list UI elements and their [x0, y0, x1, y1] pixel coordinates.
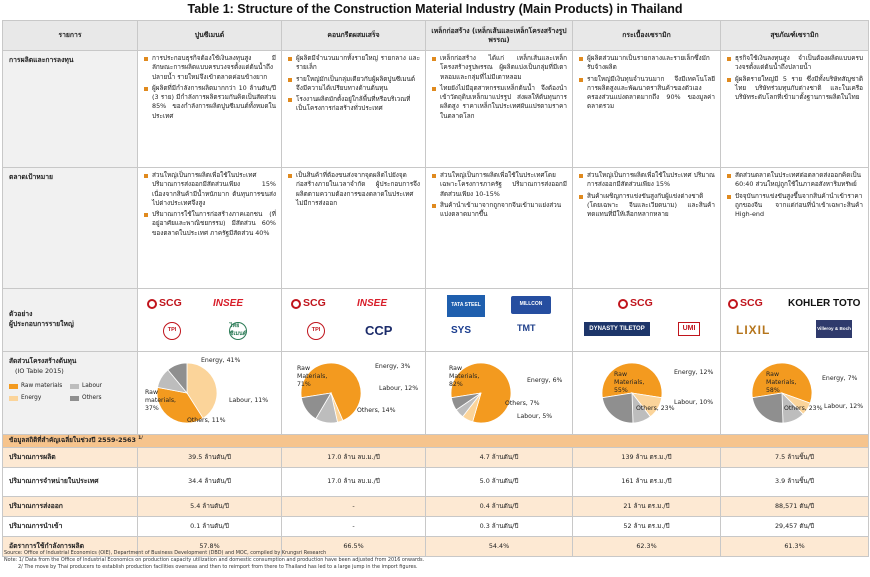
stat-value: 161 ล้าน ตร.ม./ปี: [573, 468, 721, 497]
bullet-list: [143, 171, 276, 238]
stat-value: 139 ล้าน ตร.ม./ปี: [573, 448, 721, 468]
cost-cement: [138, 352, 282, 435]
production-tiles: [573, 51, 721, 168]
header-sanitary: สุขภัณฑ์เซรามิก: [721, 21, 869, 51]
note-source: Source: Office of Industrial Economics (OIE), Department of Business Development (DBD) and MOC, compiled by Krungsri Research: [4, 550, 327, 556]
kohler-toto-logo: KOHLER TOTO: [788, 298, 861, 309]
logos-cement: [138, 289, 282, 352]
stat-row: [3, 497, 869, 517]
production-cement: [138, 51, 282, 168]
stat-row: [3, 517, 869, 537]
pie-chart: [578, 355, 716, 431]
bullet-item: ส่วนใหญ่เป็นการผลิตเพื่อใช้ในประเทศ ปริมาณการส่งออกมีสัดส่วนเพียง 15%: [578, 171, 715, 190]
ccp-logo: CCP: [365, 323, 393, 338]
bullet-list: [578, 171, 715, 219]
row-production: [3, 51, 869, 168]
cost-concrete: [282, 352, 426, 435]
pie-label: Raw Materials, 82%: [449, 365, 480, 388]
stat-value: 5.4 ล้านตัน/ปี: [138, 497, 282, 517]
bullet-item: ผู้ผลิตส่วนมากเป็นรายกลางและรายเล็กซึ่งมักรับจ้างผลิต: [578, 54, 715, 73]
scg-logo: SCG: [618, 296, 653, 311]
stat-label: ปริมาณการจำหน่ายในประเทศ: [3, 468, 138, 497]
umi-logo: UMI: [678, 322, 700, 336]
pie-label: Others, 7%: [505, 400, 540, 407]
tpi-logo: TPI: [307, 322, 325, 340]
market-concrete: [282, 168, 426, 289]
lixil-logo: LIXIL: [736, 323, 771, 337]
pie-label: Energy, 41%: [201, 357, 241, 364]
stat-value: 21 ล้าน ตร.ม./ปี: [573, 497, 721, 517]
legend-raw: Raw materials: [9, 382, 70, 390]
bullet-item: ปริมาณการใช้ในการก่อสร้างภาคเอกชน (ที่อยู่อาศัยและพาณิชยกรรม) มีสัดส่วน 60% ของตลาดในประเทศ ภาครัฐมีสัดส่วน 40%: [143, 210, 276, 238]
examples-sublabel: ผู้ประกอบการรายใหญ่: [9, 320, 74, 328]
stats-header: ข้อมูลสถิติที่สำคัญเฉลี่ยในช่วงปี 2559-2563 $^{1/}$: [3, 435, 869, 448]
stats-section-header: [3, 435, 869, 448]
bullet-list: [143, 54, 276, 121]
header-cement: ปูนซีเมนต์: [138, 21, 282, 51]
stat-value: 3.9 ล้านชิ้น/ปี: [721, 468, 869, 497]
stat-value: 0.1 ล้านตัน/ปี: [138, 517, 282, 537]
row-cost: [3, 352, 869, 435]
stat-value: 0.4 ล้านตัน/ปี: [426, 497, 573, 517]
bullet-list: [287, 54, 420, 114]
bullet-item: สินค้านำเข้ามาจากถูกจากจีนเข้ามาแย่งส่วนแบ่งตลาดมากขึ้น: [431, 201, 567, 220]
stat-value: 17.0 ล้าน ลบ.ม./ปี: [282, 468, 426, 497]
row-label-market: ตลาดเป้าหมาย: [3, 168, 138, 289]
stat-label: ปริมาณการส่งออก: [3, 497, 138, 517]
legend-others: Others: [70, 394, 131, 402]
stat-value: 66.5%: [282, 537, 426, 557]
scg-logo: SCG: [291, 296, 326, 311]
bullet-item: การประกอบธุรกิจต้องใช้เงินลงทุนสูง มีลักษณะการผลิตแบบครบวงจรตั้งแต่ต้นน้ำถึงปลายน้ำ รายใหม่จึงเข้าตลาดค่อนข้างยาก: [143, 54, 276, 82]
bullet-item: เป็นสินค้าที่ต้องขนส่งจากจุดผลิตไปยังจุดก่อสร้างภายในเวลาจำกัด ผู้ประกอบการจึงผลิตตามความต้องการของตลาดในประเทศ ไม่มีการส่งออก: [287, 171, 420, 208]
pie-label: Energy, 6%: [527, 377, 563, 384]
bullet-item: สัดส่วนตลาดในประเทศต่อตลาดส่งออกคิดเป็น 60:40 ส่วนใหญ่ถูกใช้ในภาคอสังหาริมทรัพย์: [726, 171, 863, 190]
header-item: รายการ: [3, 21, 138, 51]
footnotes: [4, 550, 866, 571]
bullet-item: ผู้ผลิตรายใหญ่มี 5 ราย ซึ่งมีทั้งบริษัทสัญชาติไทย บริษัทร่วมทุนกับต่างชาติ และในเครือบริษัทระดับโลกที่เข้ามาตั้งฐานการผลิตในไทย: [726, 75, 863, 103]
stat-value: -: [282, 497, 426, 517]
logos-steel: [426, 289, 573, 352]
stat-value: 57.8%: [138, 537, 282, 557]
stat-value: -: [282, 517, 426, 537]
tata-steel-logo: TATA STEEL: [447, 295, 485, 317]
legend-energy: Energy: [9, 394, 70, 402]
dynasty-tiletop-logo: DYNASTY TILETOP: [584, 322, 650, 336]
pie-label: Others, 11%: [187, 417, 226, 424]
pie-label: Raw Materials, 55%: [614, 371, 645, 394]
pie-label: Labour, 11%: [229, 397, 269, 404]
market-cement: [138, 168, 282, 289]
row-label-cost: [3, 352, 138, 435]
note-2: 2/ The move by Thai producers to establish production facilities overseas and then to reimport from there to Thailand has led to a large jump in the import figures.: [18, 563, 418, 570]
logos-tiles: [573, 289, 721, 352]
row-label-production: การผลิตและการลงทุน: [3, 51, 138, 168]
stat-value: 17.0 ล้าน ลบ.ม./ปี: [282, 448, 426, 468]
bullet-item: ปัจจุบันการแข่งขันสูงขึ้นจากสินค้านำเข้าราคาถูกของจีน จากแต่ก่อนที่นำเข้าเฉพาะสินค้า High-end: [726, 192, 863, 220]
pie-slice-others: [752, 393, 783, 423]
stat-value: 29,457 ตัน/ปี: [721, 517, 869, 537]
cost-legend: [9, 382, 131, 403]
production-sanitary: [721, 51, 869, 168]
row-label-examples: [3, 289, 138, 352]
pie-label: Labour, 10%: [674, 399, 714, 406]
bullet-list: [287, 171, 420, 208]
logos-sanitary: [721, 289, 869, 352]
stat-value: 4.7 ล้านตัน/ปี: [426, 448, 573, 468]
bullet-item: รายใหญ่มีเงินทุนจำนวนมาก จึงมีเทคโนโลยีการผลิตสูงและพัฒนาตราสินค้าของตัวเอง ครองส่วนแบ่งตลาดมากถึง 90% ของมูลค่าตลาดรวม: [578, 75, 715, 112]
row-market: [3, 168, 869, 289]
production-concrete: [282, 51, 426, 168]
logos-concrete: [282, 289, 426, 352]
pie-label: Energy, 12%: [674, 369, 714, 376]
stat-value: 0.3 ล้านตัน/ปี: [426, 517, 573, 537]
legend-labour: Labour: [70, 382, 131, 390]
header-steel: เหล็กก่อสร้าง (เหล็กเส้นและเหล็กโครงสร้างรูปพรรณ): [426, 21, 573, 51]
stats-body: [3, 448, 869, 557]
header-tiles: กระเบื้องเซรามิก: [573, 21, 721, 51]
pie-label: Others, 14%: [357, 407, 396, 414]
market-tiles: [573, 168, 721, 289]
pie-label: Raw Materials, 71%: [297, 365, 328, 388]
bullet-item: ผู้ผลิตที่มีกำลังการผลิตมากกว่า 10 ล้านตัน/ปี (3 ราย) มีกำลังการผลิตรวมกันคิดเป็นสัดส่วน 85% ของกำลังการผลิตปูนซีเมนต์ทั้งหมดในประเทศ: [143, 84, 276, 121]
pie-label: Labour, 12%: [379, 385, 419, 392]
stat-value: 5.0 ล้านตัน/ปี: [426, 468, 573, 497]
thai-cement-logo: ไทยซีเมนต์: [229, 322, 247, 340]
cost-tiles: [573, 352, 721, 435]
stat-label: อัตราการใช้กำลังการผลิต: [3, 537, 138, 557]
pie-label: Energy, 3%: [375, 363, 411, 370]
pie-slice-others: [602, 393, 633, 423]
cost-label: สัดส่วนโครงสร้างต้นทุน: [9, 357, 77, 365]
cost-sublabel: (IO Table 2015): [15, 366, 64, 375]
stat-value: 34.4 ล้านตัน/ปี: [138, 468, 282, 497]
stat-row: [3, 448, 869, 468]
bullet-item: ผู้ผลิตมีจำนวนมากทั้งรายใหญ่ รายกลาง และรายเล็ก: [287, 54, 420, 73]
pie-label: Raw Materials, 58%: [766, 371, 797, 394]
stat-label: ปริมาณการผลิต: [3, 448, 138, 468]
millcon-logo: MILLCON: [511, 296, 551, 314]
bullet-list: [578, 54, 715, 112]
header-row: [3, 21, 869, 51]
sys-logo: SYS: [451, 325, 472, 336]
bullet-item: รายใหญ่มักเป็นกลุ่มเดียวกับผู้ผลิตปูนซีเมนต์จึงมีความได้เปรียบทางด้านต้นทุน: [287, 75, 420, 94]
stat-value: 7.5 ล้านชิ้น/ปี: [721, 448, 869, 468]
bullet-item: ส่วนใหญ่เป็นการผลิตเพื่อใช้ในประเทศ ปริมาณการส่งออกมีสัดส่วนเพียง 15% เนื่องจากสินค้ามีน้ำหนักมาก ต้นทุนการขนส่งไปต่างประเทศจึงสูง: [143, 171, 276, 208]
pie-label: Others, 23%: [636, 405, 675, 412]
pie-label: Energy, 7%: [822, 375, 858, 382]
note-1: Note: 1/ Data from the Office of Industrial Economics on production capacity utilization and domestic consumption and production have been adjusted from 2016 onwards.: [4, 556, 425, 563]
bullet-item: โรงงานผลิตมักตั้งอยู่ใกล้พื้นที่หรือบริเวณที่เป็นโครงการก่อสร้างทั่วประเทศ: [287, 95, 420, 114]
bullet-item: ส่วนใหญ่เป็นการผลิตเพื่อใช้ในประเทศโดยเฉพาะโครงการภาครัฐ ปริมาณการส่งออกมีสัดส่วนเพียง 10-15%: [431, 171, 567, 199]
pie-label: Labour, 5%: [517, 413, 553, 420]
tmt-logo: TMT: [517, 323, 536, 333]
cost-steel: [426, 352, 573, 435]
pie-label: Raw materials, 37%: [145, 389, 177, 412]
bullet-item: ธุรกิจใช้เงินลงทุนสูง จำเป็นต้องผลิตแบบครบวงจรตั้งแต่ต้นน้ำถึงปลายน้ำ: [726, 54, 863, 73]
scg-logo: SCG: [147, 296, 182, 311]
stat-value: 88,571 ตัน/ปี: [721, 497, 869, 517]
villeroy-boch-logo: Villeroy & Boch: [816, 320, 852, 338]
stat-value: 52 ล้าน ตร.ม./ปี: [573, 517, 721, 537]
market-sanitary: [721, 168, 869, 289]
structure-table: [2, 20, 869, 557]
header-concrete: คอนกรีตผสมเสร็จ: [282, 21, 426, 51]
stat-label: ปริมาณการนำเข้า: [3, 517, 138, 537]
market-steel: [426, 168, 573, 289]
insee-logo: INSEE: [213, 298, 244, 309]
bullet-list: [726, 54, 863, 102]
production-steel: [426, 51, 573, 168]
stat-row: [3, 468, 869, 497]
row-examples: [3, 289, 869, 352]
bullet-list: [431, 54, 567, 121]
examples-label: ตัวอย่าง: [9, 310, 33, 319]
stat-value: 54.4%: [426, 537, 573, 557]
bullet-item: ไทยยังไม่มีอุตสาหกรรมเหล็กต้นน้ำ จึงต้องนำเข้าวัตถุดิบเหล็กมาแปรรูป ส่งผลให้ต้นทุนการผลิตสูง ราคาเหล็กในประเทศผันแปรตามราคาในตลาดโลก: [431, 84, 567, 121]
tpi-logo: TPI: [163, 322, 181, 340]
cost-sanitary: [721, 352, 869, 435]
stat-value: 62.3%: [573, 537, 721, 557]
stat-value: 39.5 ล้านตัน/ปี: [138, 448, 282, 468]
pie-label: Labour, 12%: [824, 403, 864, 410]
scg-logo: SCG: [728, 296, 763, 311]
page-title: Table 1: Structure of the Construction Material Industry (Main Products) in Thailand: [187, 2, 683, 16]
bullet-item: เหล็กก่อสร้าง ได้แก่ เหล็กเส้นและเหล็กโครงสร้างรูปพรรณ ผู้ผลิตแบ่งเป็นกลุ่มที่มีเตาหลอมและกลุ่มที่ไม่มีเตาหลอม: [431, 54, 567, 82]
bullet-list: [726, 171, 863, 219]
bullet-item: สินค้าเผชิญการแข่งขันสูงกับผู้แข่งต่างชาติ (โดยเฉพาะ จีนและเวียดนาม) และสินค้าทดแทนที่มีให้เลือกหลากหลาย: [578, 192, 715, 220]
pie-label: Others, 23%: [784, 405, 823, 412]
insee-logo: INSEE: [357, 298, 388, 309]
stat-value: 61.3%: [721, 537, 869, 557]
bullet-list: [431, 171, 567, 219]
